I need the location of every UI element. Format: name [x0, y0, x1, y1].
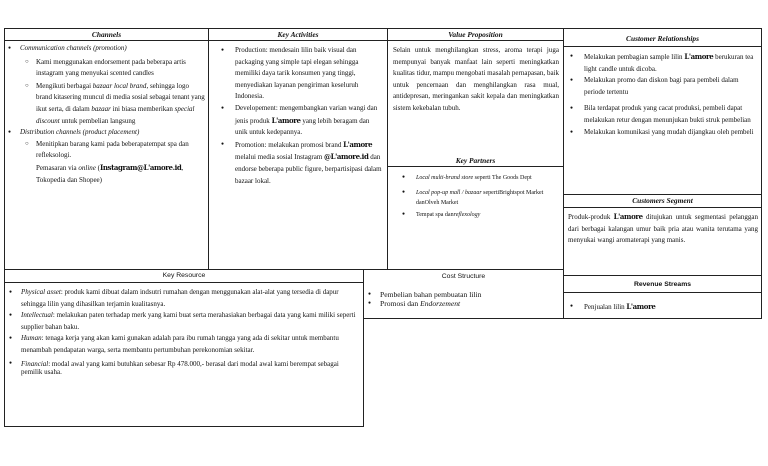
- financial-item: ● Financial: modal awal yang kami butuhkan sebesar Rp 478.000,- berasal dari modal awal kami berempat sebagai pemilik usaha.: [9, 360, 359, 376]
- human-item: ● Human: tenaga kerja yang akan kami gunakan adalah para ibu rumah tangga yang ada di sekitar untuk membantu menambah pendapatan warga, serta membantu pertumbuhan perekonomian sekitar.: [9, 333, 359, 356]
- spa-partner-item: ● Tempat spa danreflexology: [398, 210, 559, 220]
- intellectual-item: ● Intellectual: melakukan paten terhadap merk yang kami buat serta merahasiakan berbagai data yang kami miliki seperti supplier bahan baku.: [9, 310, 359, 333]
- bazaar-item: ○ Mengikuti berbagai bazaar local brand, sehingga logo brand kitasering muncul di media sosial sebagai tenant yang ikut serta, di dalam bazaar ini biasa memberikan special discount untuk pembelian langsung: [20, 81, 205, 127]
- multi-brand-store-item: ● Local multi-brand store seperti The Goods Dept: [398, 173, 559, 183]
- key-activities-block: [208, 28, 388, 270]
- customer-relationships-block: [563, 28, 762, 195]
- cost-structure-title: Cost Structure: [441, 273, 486, 280]
- cost-structure-block: [363, 269, 564, 319]
- sample-item: ● Melakukan pembagian sample lilin L'amore berukuran tea light candle untuk dicoba.: [566, 51, 757, 75]
- value-proposition-title: Value Proposition: [388, 29, 563, 41]
- revenue-streams-block: [563, 275, 762, 319]
- cost-promotion-item: ● Promosi dan Endorzement: [368, 299, 559, 308]
- communication-item: ● Melakukan komunikasi yang mudah dijangkau oleh pembeli: [566, 127, 757, 139]
- revenue-streams-title: Revenue Streams: [564, 276, 761, 293]
- key-partners-title: Key Partners: [388, 155, 563, 167]
- key-partners-block: [387, 155, 564, 270]
- promotion-item: ● Promotion: melakukan promosi brand L'amore melalui media sosial Instagram @L'amore.id dan endorse beberapa public figure, berpartisipasi dalam bazaar lokal.: [217, 139, 383, 187]
- instagram-handle: Instagram@L'amore.id: [99, 162, 182, 172]
- key-activities-title: Key Activities: [209, 29, 387, 41]
- spa-placement-item: ○ Menitipkan barang kami pada beberapatempat spa dan refleksologi. Pemasaran via online (Instagram@L'amore.id, Tokopedia dan Shopee): [20, 139, 205, 186]
- production-item: ● Production: mendesain lilin baik visual dan packaging yang simple tapi elegan sehingga memiliki daya tarik konsumen yang tinggi, menyediakan layanan pengiriman keseluruh Indonesia.: [217, 45, 383, 103]
- key-resource-title: Key Resource: [5, 270, 363, 283]
- revenue-item: ● Penjualan lilin L'amore: [566, 301, 757, 314]
- value-proposition-block: [387, 28, 564, 155]
- comm-channels-item: ● Communication channels (promotion) ○ Kami menggunakan endorsement pada beberapa artis instagram yang menyukai scented candles ○ Mengikuti berbagai bazaar local brand, sehingga logo brand kitasering muncul di media sosial sebagai tenant yang ikut serta, di dalam bazaar ini biasa memberikan special discount untuk pembelian langsung: [8, 43, 205, 127]
- customer-relationships-title: Customer Relationships: [564, 29, 761, 47]
- development-item: ● Developement: mengembangkan varian wangi dan jenis produk L'amore yang lebih beragam dan unik untuk kedepannya.: [217, 103, 383, 139]
- key-resource-block: [4, 269, 364, 427]
- popup-mall-item: ● Local pop-up mall / bazaar sepertiBrightspot Market danOlveh Market: [398, 188, 559, 208]
- physical-asset-item: ● Physical asset: produk kami dibuat dalam indsutri rumahan dengan menggunakan alat-alat yang tersedia di dapur sehingga lilin yang dihasilkan terjamin kualitasnya.: [9, 287, 359, 310]
- channels-block: [4, 28, 209, 270]
- promo-item: ● Melakukan promo dan diskon bagi para pembeli dalam periode tertentu: [566, 75, 757, 98]
- channels-title: Channels: [5, 29, 208, 41]
- customer-segment-text: Produk-produk L'amore ditujukan untuk segmentasi pelanggan dari berbagai kalangan umur baik pria atau wanita terutama yang menyukai wangi aromaterapi yang manis.: [568, 212, 758, 245]
- dist-channels-item: ● Distribution channels (product placement) ○ Menitipkan barang kami pada beberapatempat spa dan refleksologi. Pemasaran via online (Instagram@L'amore.id, Tokopedia dan Shopee): [8, 127, 205, 186]
- customer-segment-block: [563, 194, 762, 276]
- value-proposition-text: Selain untuk menghilangkan stress, aroma terapi juga mempunyai banyak manfaat lain seperti meningkatkan kualitas tidur, mampu mengobati masalah pernapasan, baik untuk pencernaan dan menghilangkan rasa mual, antidepresan, meringankan sakit kepala dan meningkatkan sistem kekebalan tubuh.: [393, 46, 559, 112]
- endorsement-item: ○ Kami menggunakan endorsement pada beberapa artis instagram yang menyukai scented candles: [20, 57, 205, 80]
- retur-item: ● Bila terdapat produk yang cacat produksi, pembeli dapat melakukan retur dengan menunjukan bukti struk pembelian: [566, 103, 757, 126]
- cost-material-item: ● Pembelian bahan pembuatan lilin: [368, 290, 559, 299]
- customer-segment-title: Customers Segment: [564, 195, 761, 208]
